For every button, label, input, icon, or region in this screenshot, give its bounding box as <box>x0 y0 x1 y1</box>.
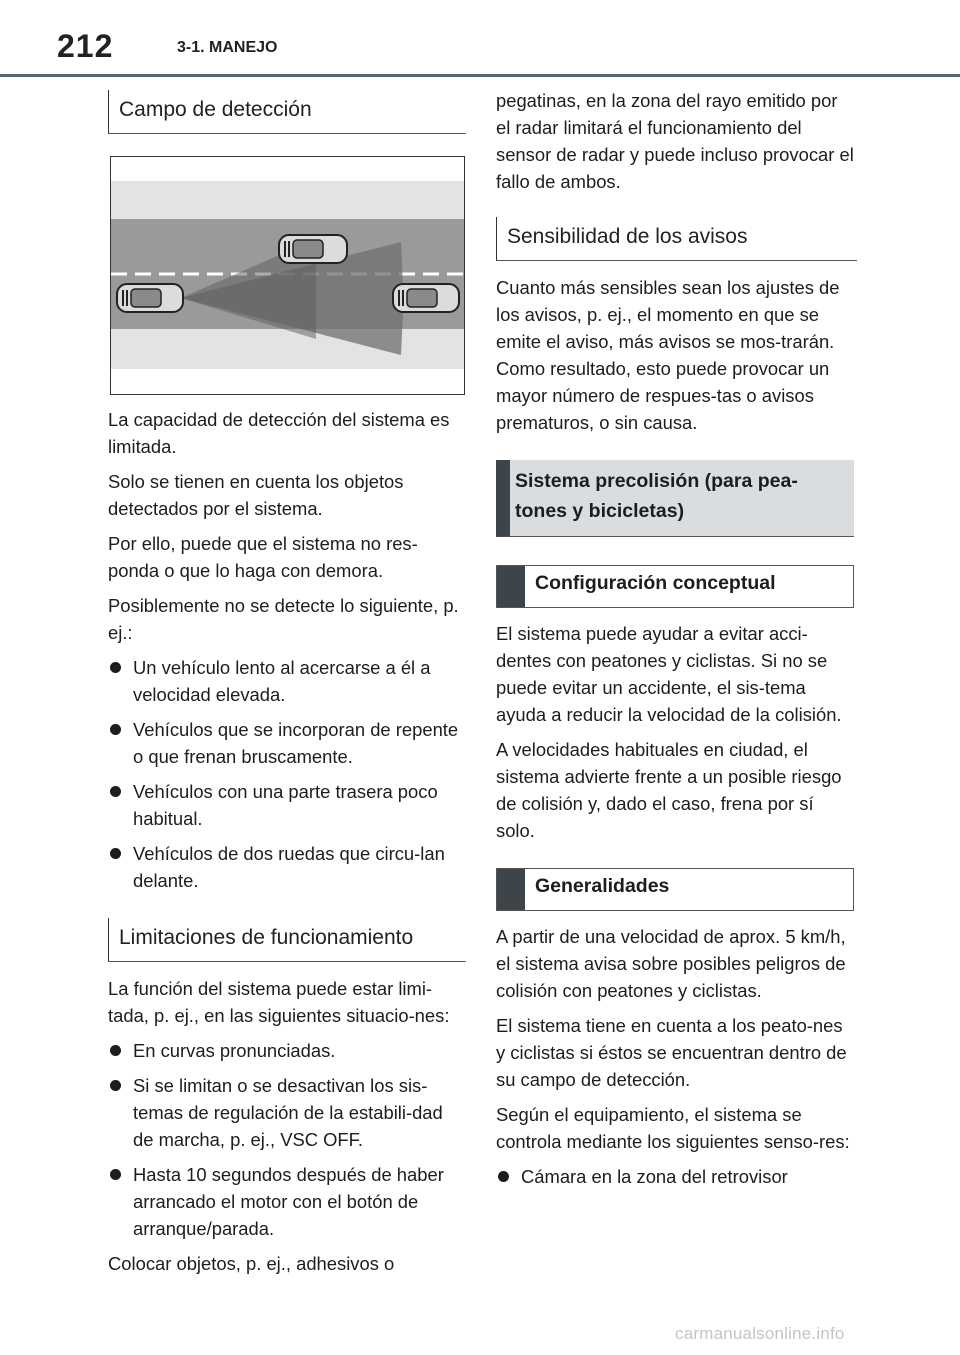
section-heading-precollision: Sistema precolisión (para pea-tones y bicicletas) <box>496 460 854 537</box>
paragraph: Colocar objetos, p. ej., adhesivos o <box>108 1253 395 1274</box>
paragraph: La función del sistema puede estar limi-tada, p. ej., en las siguientes situacio-nes: <box>108 978 450 1026</box>
paragraph: Por ello, puede que el sistema no res-ponda o que lo haga con demora. <box>108 533 418 581</box>
left-column <box>108 90 463 1285</box>
list-item: Un vehículo lento al acercarse a él a velocidad elevada. <box>108 654 463 708</box>
bullet-list-detection <box>108 654 463 894</box>
heading-text: Generalidades <box>535 875 670 897</box>
paragraph: El sistema tiene en cuenta a los peato-nes y ciclistas si éstos se encuentran dentro de su campo de detección. <box>496 1015 847 1090</box>
heading-detection-field: Campo de detección <box>108 90 466 134</box>
heading-marker <box>497 566 525 607</box>
heading-text: Configuración conceptual <box>535 572 776 594</box>
watermark[interactable]: carmanualsonline.info <box>675 1324 845 1343</box>
heading-sensitivity: Sensibilidad de los avisos <box>496 217 857 261</box>
page-number: 212 <box>57 28 114 64</box>
detection-field-illustration <box>110 156 465 395</box>
list-item: Vehículos de dos ruedas que circu-lan delante. <box>108 840 463 894</box>
car-ahead-top <box>279 235 347 263</box>
paragraph: Solo se tienen en cuenta los objetos detectados por el sistema. <box>108 471 404 519</box>
paragraph: A velocidades habituales en ciudad, el sistema advierte frente a un posible riesgo de colisión y, dado el caso, frena por sí solo. <box>496 739 842 841</box>
header-divider <box>0 74 960 77</box>
ego-car <box>117 284 183 312</box>
heading-box-concept <box>496 565 854 608</box>
right-column <box>496 87 854 1198</box>
heading-limitations: Limitaciones de funcionamiento <box>108 918 466 962</box>
list-item: Vehículos con una parte trasera poco habitual. <box>108 778 463 832</box>
heading-box-general <box>496 868 854 911</box>
page-header <box>0 0 960 80</box>
list-item: Si se limitan o se desactivan los sis-temas de regulación de la estabili-dad de marcha, p. ej., VSC OFF. <box>108 1072 463 1153</box>
road-diagram <box>111 157 464 394</box>
bullet-list-limitations <box>108 1037 463 1242</box>
paragraph: A partir de una velocidad de aprox. 5 km/h, el sistema avisa sobre posibles peligros de colisión con peatones y ciclistas. <box>496 926 846 1001</box>
heading-marker <box>497 869 525 910</box>
list-item: Vehículos que se incorporan de repente o que frenan bruscamente. <box>108 716 463 770</box>
paragraph: Cuanto más sensibles sean los ajustes de los avisos, p. ej., el momento en que se emite el aviso, más avisos se mos-trarán. Como resultado, esto puede provocar un mayor número de respues-tas o avisos prematuros, o sin causa. <box>496 277 840 433</box>
paragraph: Según el equipamiento, el sistema se controla mediante los siguientes senso-res: <box>496 1104 850 1152</box>
paragraph: Posiblemente no se detecte lo siguiente, p. ej.: <box>108 595 459 643</box>
car-ahead-right <box>393 284 459 312</box>
paragraph: pegatinas, en la zona del rayo emitido por el radar limitará el funcionamiento del sensor de radar y puede incluso provocar el fallo de ambos. <box>496 90 854 192</box>
section-title: 3-1. MANEJO <box>177 39 278 56</box>
paragraph: La capacidad de detección del sistema es limitada. <box>108 409 450 457</box>
list-item: Cámara en la zona del retrovisor <box>496 1163 854 1190</box>
list-item: En curvas pronunciadas. <box>108 1037 463 1064</box>
paragraph: El sistema puede ayudar a evitar acci-dentes con peatones y ciclistas. Si no se puede evitar un accidente, el sis-tema ayuda a reducir la velocidad de la colisión. <box>496 623 842 725</box>
list-item: Hasta 10 segundos después de haber arrancado el motor con el botón de arranque/parada. <box>108 1161 463 1242</box>
bullet-list-sensors <box>496 1163 854 1190</box>
